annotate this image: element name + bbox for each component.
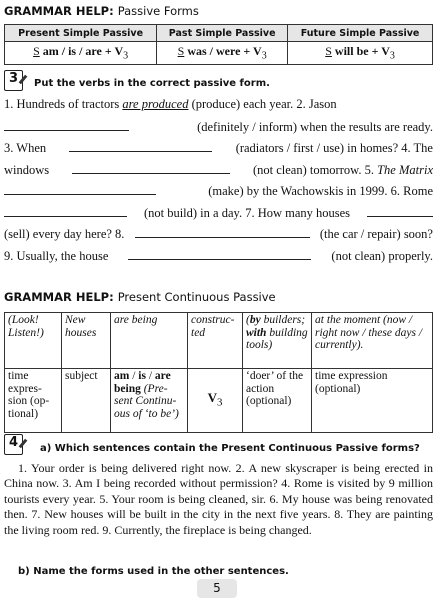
answer-blank[interactable]: [4, 119, 129, 131]
cell-future-simple: S will be + $V_3$: [288, 42, 433, 65]
exercise-pencil-icon: [4, 70, 28, 94]
answer-blank[interactable]: [367, 205, 433, 217]
header-past-simple: Past Simple Passive: [157, 25, 288, 42]
exercise-number: 4: [8, 435, 19, 450]
exercise-3-text: [4, 97, 433, 269]
cell-present-simple: S am / is / are + $V_3$: [5, 42, 157, 65]
grammar-help-title-2: [4, 290, 276, 304]
exercise-4-sentences: 1. Your order is being delivered right now. 2. A new skyscraper is being erected in China now. 3. Am I being recorded without permission? 4. Rome is visited by 9 million tourists every year. 5. Your room is being cleaned, sir. 6. My house was being renovated then. 7. New houses will be built in the city in the next five years. 8. They are painting the living room red. 9. Currently, the fireplace is being changed.: [4, 461, 433, 537]
page-number: 5: [197, 579, 237, 598]
answer-blank[interactable]: [69, 140, 212, 152]
header-future-simple: Future Simple Passive: [288, 25, 433, 42]
exercise-number: 3: [8, 71, 19, 86]
exercise-3-instruction: Put the verbs in the correct passive form.: [34, 78, 270, 89]
exercise-line: windows (not clean) tomorrow. 5. The Matrix: [4, 162, 433, 177]
exercise-line: (make) by the Wachowskis in 1999. 6. Rome: [4, 183, 433, 205]
exercise-line: 3. When (radiators / first / use) in homes? 4. The: [4, 141, 433, 155]
answer-blank[interactable]: [4, 205, 127, 217]
exercise-line: 1. Hundreds of tractors are produced (produce) each year. 2. Jason: [4, 97, 337, 111]
header-present-simple: Present Simple Passive: [5, 25, 157, 42]
exercise-pencil-icon: [4, 434, 28, 458]
exercise-4b-instruction: b) Name the forms used in the other sentences.: [18, 566, 289, 577]
answer-blank[interactable]: [128, 248, 311, 260]
present-continuous-passive-table: (Look! Listen!) New houses are being construc-ted (by builders; with building tools) at the moment (now / right now / these days / currently). time expres-sion (op-tional) subject am / is / are being (Pre-sent Continu-ous of ‘to be’) $V_3$ ‘doer’ of the action (optional) time expression (optional): [4, 312, 433, 433]
grammar-help-topic: Passive Forms: [117, 4, 199, 18]
grammar-help-title-1: [4, 4, 199, 18]
grammar-help-topic: Present Continuous Passive: [117, 290, 276, 304]
answer-blank[interactable]: [135, 226, 310, 238]
exercise-line: (definitely / inform) when the results are ready.: [4, 119, 433, 141]
answer-blank[interactable]: [72, 162, 230, 174]
grammar-help-label: GRAMMAR HELP:: [4, 4, 114, 18]
grammar-help-label: GRAMMAR HELP:: [4, 290, 114, 304]
cell-past-simple: S was / were + $V_3$: [157, 42, 288, 65]
example-answer: are produced: [122, 97, 189, 111]
exercise-line: (sell) every day here? 8. (the car / repair) soon?: [4, 227, 433, 241]
exercise-line: (not build) in a day. 7. How many houses: [4, 205, 433, 227]
answer-blank[interactable]: [4, 183, 156, 195]
exercise-line: 9. Usually, the house (not clean) properly.: [4, 248, 433, 263]
passive-forms-table: [4, 24, 433, 65]
exercise-4a-instruction: a) Which sentences contain the Present Continuous Passive forms?: [40, 443, 420, 454]
